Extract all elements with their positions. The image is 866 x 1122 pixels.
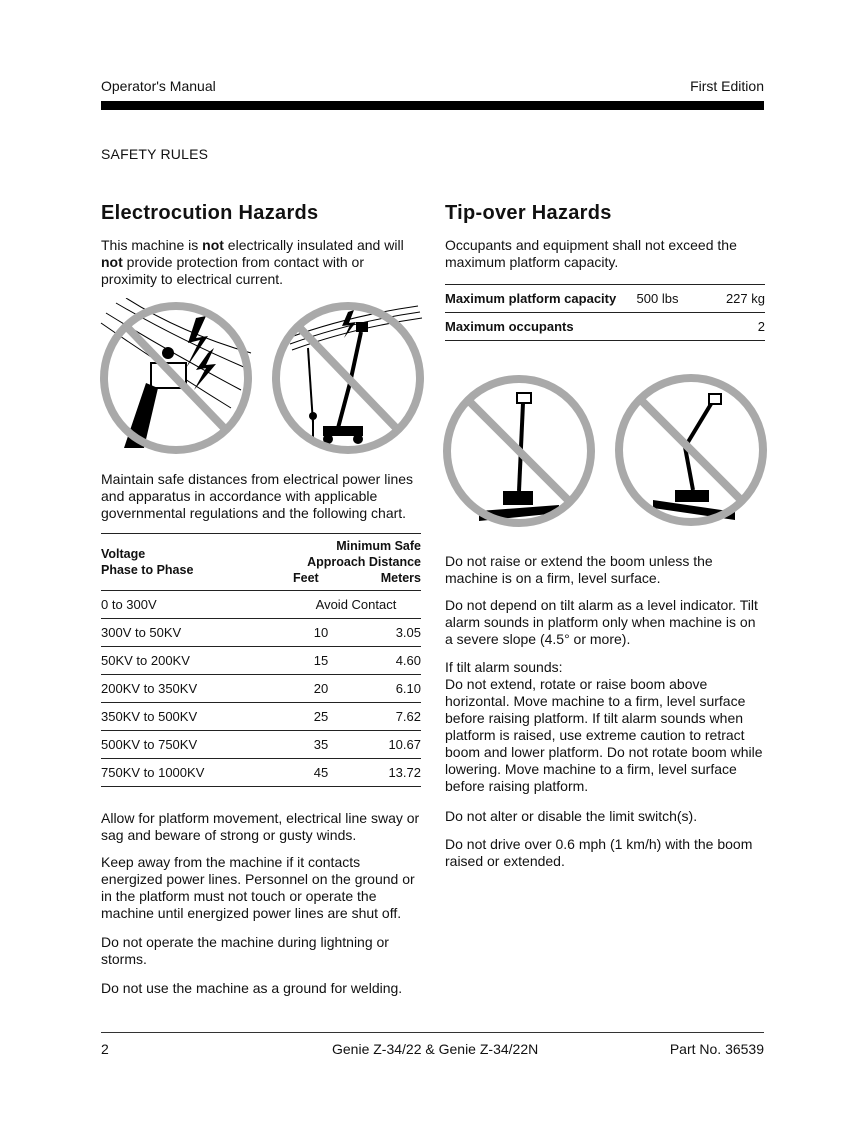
tilt-alarm-text: Do not depend on tilt alarm as a level indicator. Tilt alarm sounds in platform only when machine is on a severe slope (4.5° or more). <box>445 597 758 647</box>
footer-model: Genie Z-34/22 & Genie Z-34/22N <box>332 1041 539 1057</box>
feet-cell: 10 <box>291 619 351 647</box>
table-row <box>101 591 421 619</box>
limit-switch-text: Do not alter or disable the limit switch(s). <box>445 808 698 824</box>
tilt-alarm-instructions: Do not extend, rotate or raise boom above horizontal. Move machine to a firm, level surface before raising platform. If tilt alarm sounds when platform is raised, use extreme caution to retract boom and lower platform. Do not rotate boom while lowering. Move machine to a firm, level surface before raising platform. <box>445 676 763 794</box>
footer-part-number: Part No. 36539 <box>669 1041 764 1057</box>
capacity-lbs: 500 lbs <box>620 285 695 313</box>
table-row <box>445 313 765 341</box>
voltage-cell: 300V to 50KV <box>101 619 291 647</box>
table-row <box>101 731 421 759</box>
meters-cell: 6.10 <box>351 675 421 703</box>
prohibited-boom-raised-illustration <box>441 373 597 529</box>
electrocution-heading: Electrocution Hazards <box>101 202 319 224</box>
footer-rule <box>101 1032 764 1033</box>
page-number: 2 <box>101 1041 109 1057</box>
table-row <box>445 285 765 313</box>
capacity-label: Maximum platform capacity <box>445 285 620 313</box>
tipover-heading: Tip-over Hazards <box>445 202 612 224</box>
approach-distance-table <box>101 533 421 787</box>
maintain-distance-text: Maintain safe distances from electrical power lines and apparatus in accordance with applicable governmental regulations and the following chart. <box>101 471 414 521</box>
prohibited-boom-on-slope-illustration <box>613 372 769 528</box>
feet-cell: 25 <box>291 703 351 731</box>
feet-cell: 20 <box>291 675 351 703</box>
voltage-cell: 0 to 300V <box>101 591 291 619</box>
prohibited-power-line-contact-illustration <box>96 298 256 458</box>
voltage-cell: 500KV to 750KV <box>101 731 291 759</box>
meters-cell: 10.67 <box>351 731 421 759</box>
voltage-cell: 50KV to 200KV <box>101 647 291 675</box>
header-edition: First Edition <box>690 78 764 94</box>
meters-cell: 3.05 <box>351 619 421 647</box>
voltage-cell: 350KV to 500KV <box>101 703 291 731</box>
welding-ground-text: Do not use the machine as a ground for welding. <box>101 980 403 996</box>
capacity-kg: 227 kg <box>695 285 765 313</box>
feet-cell: 45 <box>291 759 351 787</box>
line-sway-text: Allow for platform movement, electrical line sway or sag and beware of strong or gusty winds. <box>101 810 420 843</box>
lightning-text: Do not operate the machine during lightning or storms. <box>101 934 389 967</box>
tipover-intro: Occupants and equipment shall not exceed the maximum platform capacity. <box>445 237 737 270</box>
occupants-value: 2 <box>695 313 765 341</box>
header-manual-title: Operator's Manual <box>101 78 216 94</box>
voltage-cell: 200KV to 350KV <box>101 675 291 703</box>
feet-cell: 35 <box>291 731 351 759</box>
occupants-label: Maximum occupants <box>445 313 620 341</box>
table-row <box>101 647 421 675</box>
avoid-contact-cell: Avoid Contact <box>291 591 421 619</box>
level-surface-text: Do not raise or extend the boom unless the machine is on a firm, level surface. <box>445 553 713 586</box>
table-header-row <box>101 534 421 591</box>
table-row <box>101 703 421 731</box>
meters-cell: 13.72 <box>351 759 421 787</box>
meters-cell: 4.60 <box>351 647 421 675</box>
table-row <box>101 675 421 703</box>
section-title: SAFETY RULES <box>101 146 209 162</box>
table-row <box>101 619 421 647</box>
capacity-table <box>445 284 765 341</box>
drive-speed-text: Do not drive over 0.6 mph (1 km/h) with the boom raised or extended. <box>445 836 753 869</box>
header-rule <box>101 101 764 110</box>
keep-away-text: Keep away from the machine if it contacts energized power lines. Personnel on the ground or in the platform must not touch or operate the machine until energized power lines are shut off. <box>101 854 415 921</box>
voltage-cell: 750KV to 1000KV <box>101 759 291 787</box>
prohibited-boom-near-lines-illustration <box>268 298 428 458</box>
table-row <box>101 759 421 787</box>
feet-cell: 15 <box>291 647 351 675</box>
distance-header: Minimum Safe Approach Distance Feet Meters <box>291 534 421 591</box>
tilt-alarm-sounds-label: If tilt alarm sounds: <box>445 659 563 675</box>
voltage-header: Voltage Phase to Phase <box>101 534 291 591</box>
electrocution-intro: This machine is not electrically insulated and will not provide protection from contact with or proximity to electrical current. <box>101 237 404 287</box>
meters-cell: 7.62 <box>351 703 421 731</box>
